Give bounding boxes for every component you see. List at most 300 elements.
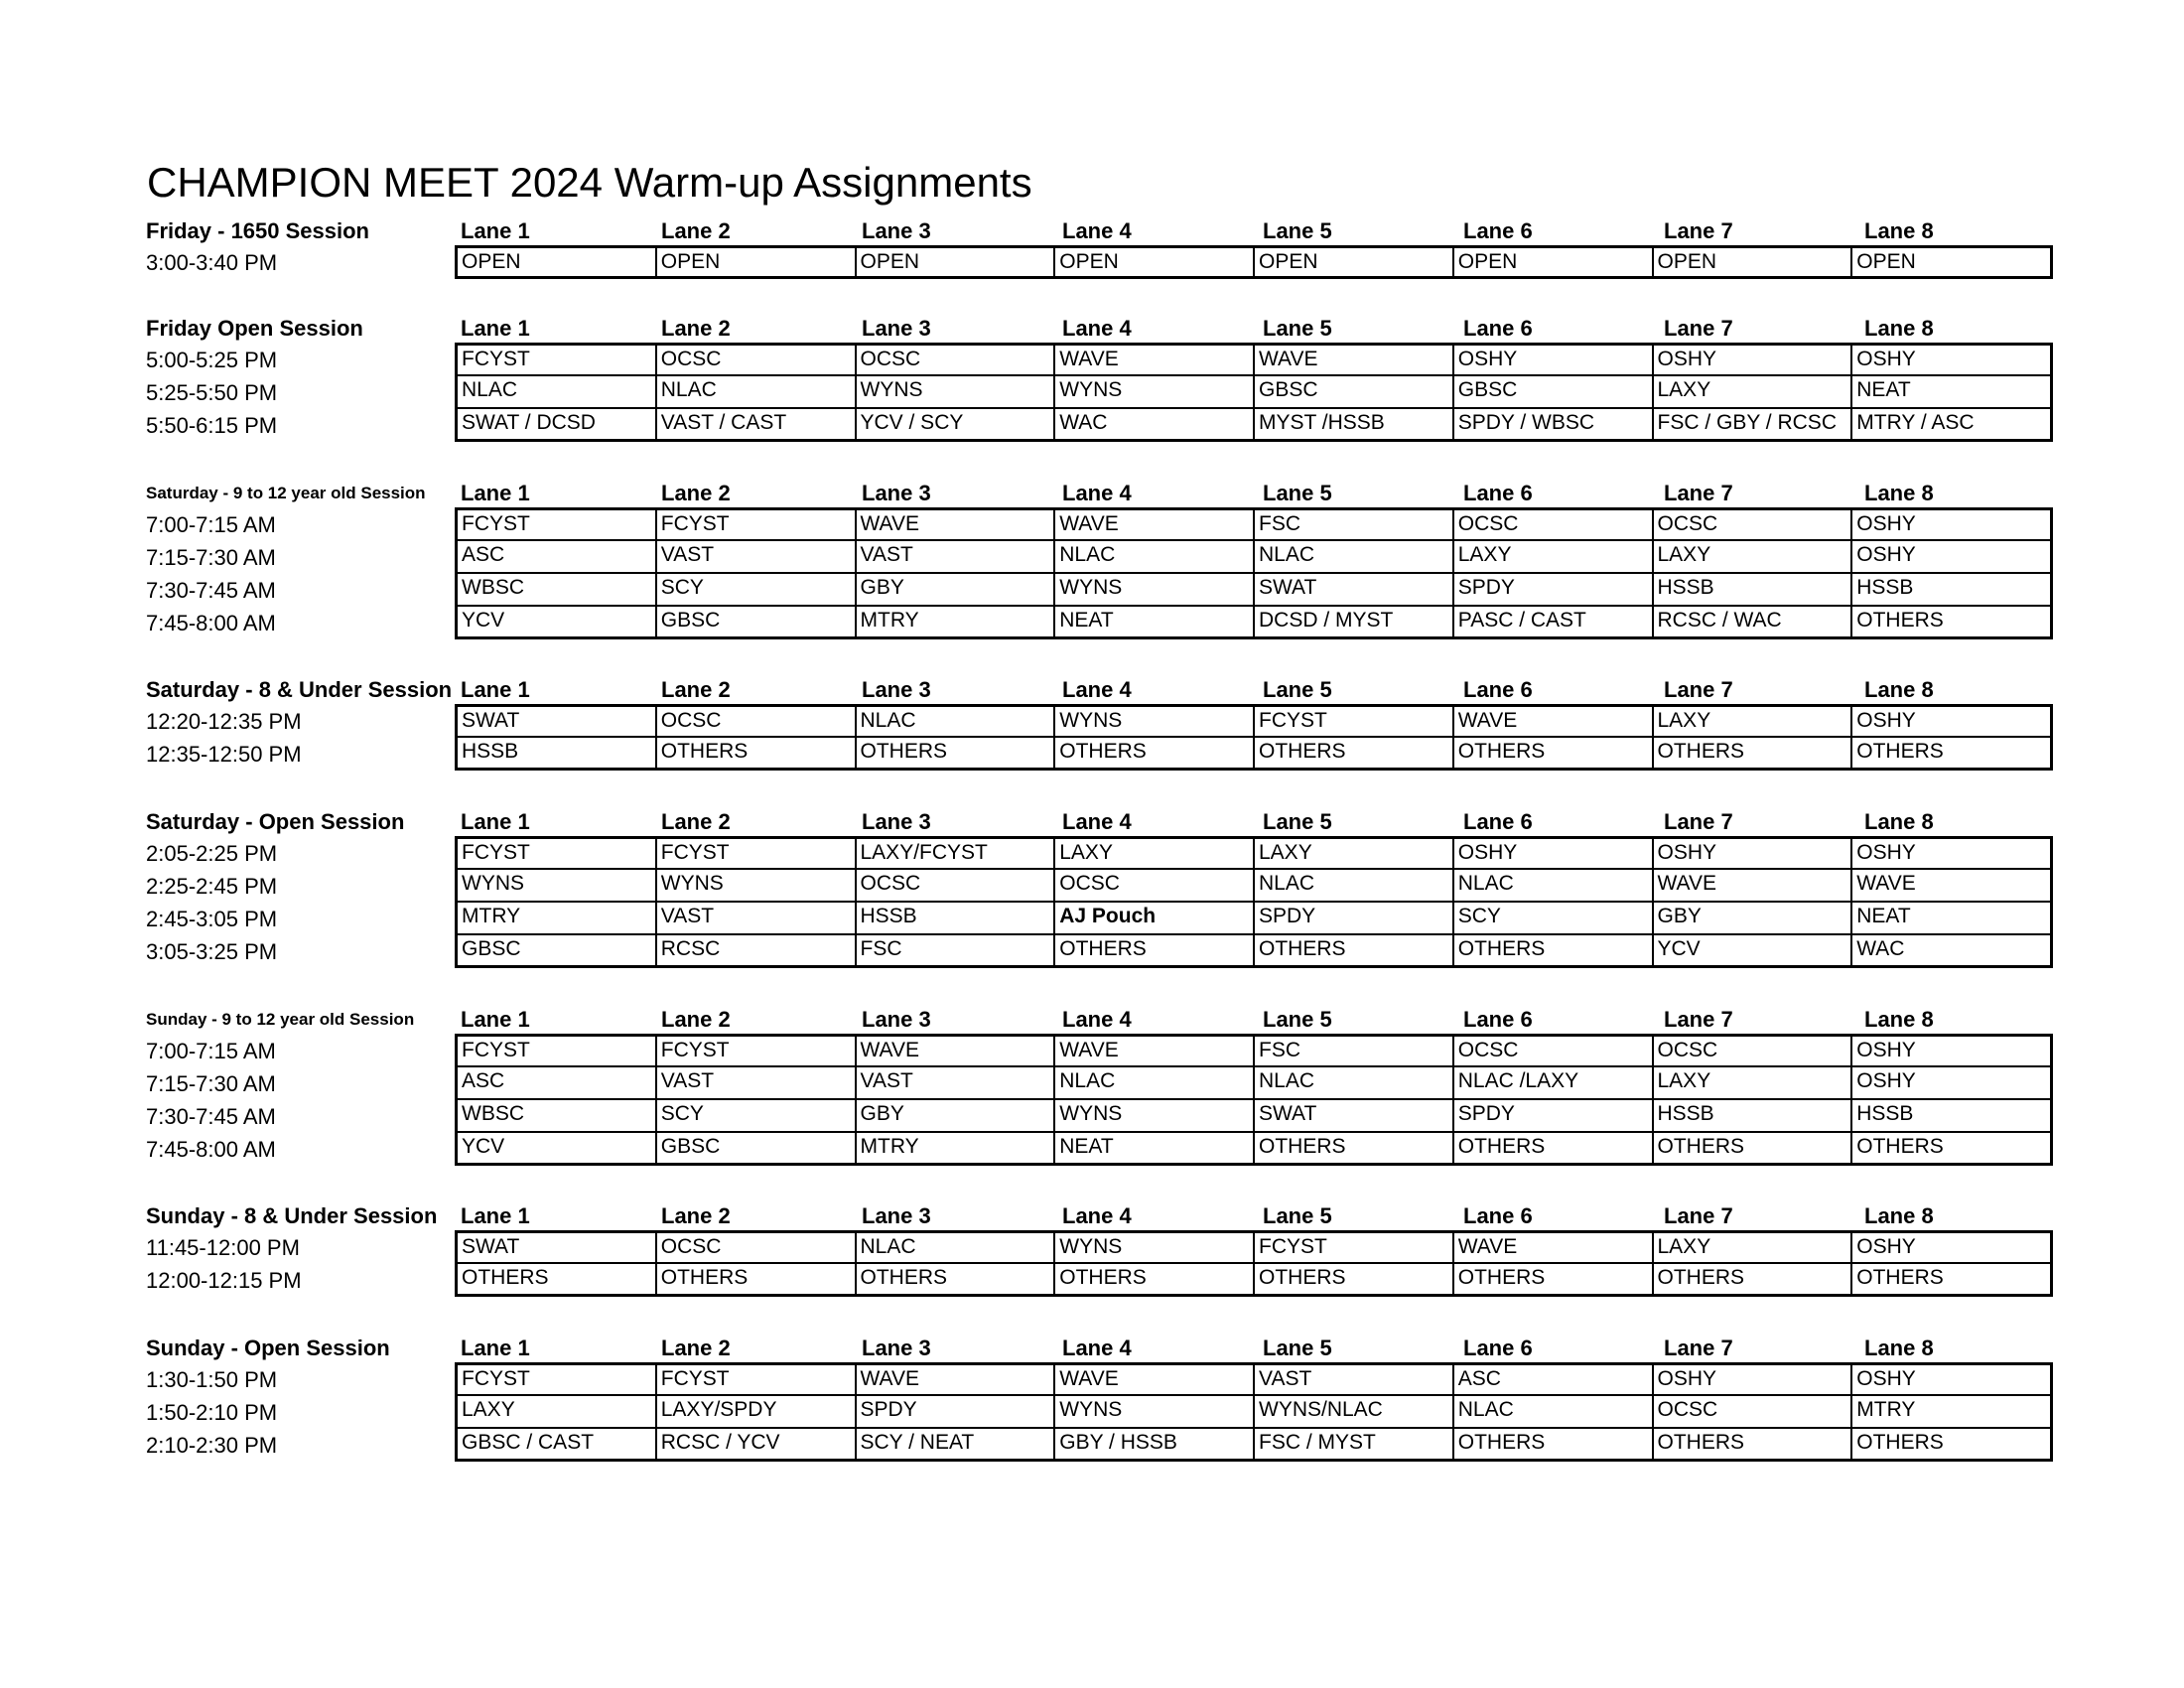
lane-header: Lane 6 bbox=[1463, 1336, 1533, 1360]
lane-cells bbox=[455, 1230, 2053, 1264]
lane-cell: VAST bbox=[657, 903, 857, 935]
lane-cell: ASC bbox=[458, 1067, 657, 1100]
lane-cells bbox=[455, 1396, 2053, 1429]
lane-cell: HSSB bbox=[1852, 574, 2050, 607]
lane-cell: WAVE bbox=[857, 1365, 1056, 1396]
lane-header: Lane 6 bbox=[1463, 218, 1533, 243]
lane-header: Lane 6 bbox=[1463, 677, 1533, 702]
lane-cell: SCY bbox=[1454, 903, 1654, 935]
lane-cell: OSHY bbox=[1852, 1067, 2050, 1100]
time-slot: 12:35-12:50 PM bbox=[146, 742, 302, 767]
lane-cells bbox=[455, 704, 2053, 738]
lane-cell: OSHY bbox=[1654, 839, 1853, 870]
lane-cell: OTHERS bbox=[657, 738, 857, 768]
lane-cell: GBY bbox=[857, 574, 1056, 607]
lane-cell: YCV / SCY bbox=[857, 409, 1056, 439]
lane-cell: OPEN bbox=[857, 248, 1056, 276]
session-title: Saturday - 8 & Under Session bbox=[146, 677, 453, 702]
lane-cell: NLAC /LAXY bbox=[1454, 1067, 1654, 1100]
session-title: Saturday - Open Session bbox=[146, 809, 405, 834]
lane-cell: NEAT bbox=[1055, 1133, 1255, 1163]
lane-cell: FCYST bbox=[458, 346, 657, 376]
lane-cell: OTHERS bbox=[1856, 609, 1944, 632]
lane-cell: MTRY bbox=[1852, 1396, 2050, 1429]
lane-cell: NLAC bbox=[1255, 870, 1454, 903]
lane-header: Lane 2 bbox=[661, 218, 731, 243]
table-row bbox=[146, 870, 2057, 903]
lane-cell: VAST bbox=[657, 1067, 857, 1100]
table-row bbox=[146, 1067, 2057, 1100]
lane-header: Lane 1 bbox=[461, 1007, 530, 1032]
lane-header: Lane 5 bbox=[1263, 218, 1332, 243]
lane-header: Lane 5 bbox=[1263, 316, 1332, 341]
lane-cell: WAVE bbox=[1852, 870, 2050, 903]
lane-cell: OCSC bbox=[857, 346, 1056, 376]
lane-cells bbox=[455, 409, 2053, 442]
lane-cell: OSHY bbox=[1852, 1233, 2050, 1264]
lane-cell: OSHY bbox=[1852, 839, 2050, 870]
lane-header: Lane 8 bbox=[1864, 316, 1934, 341]
lane-cell: OSHY bbox=[1852, 707, 2050, 738]
session-title: Sunday - Open Session bbox=[146, 1336, 390, 1360]
lane-cell: FCYST bbox=[657, 510, 857, 541]
lane-cell: OPEN bbox=[458, 248, 657, 276]
lane-cell: ASC bbox=[1454, 1365, 1654, 1396]
lane-header: Lane 3 bbox=[862, 1203, 931, 1228]
lane-header: Lane 6 bbox=[1463, 316, 1533, 341]
lane-cell: WAVE bbox=[1055, 510, 1255, 541]
lane-cell: GBSC bbox=[458, 935, 657, 965]
lane-header: Lane 4 bbox=[1062, 809, 1132, 834]
lane-cell: NLAC bbox=[1055, 1067, 1255, 1100]
session-header bbox=[146, 479, 2057, 508]
lane-cell: OSHY bbox=[1454, 346, 1654, 376]
lane-cells bbox=[455, 541, 2053, 574]
time-slot: 7:15-7:30 AM bbox=[146, 1071, 276, 1096]
lane-cell: OTHERS bbox=[1654, 1429, 1853, 1459]
lane-cell: HSSB bbox=[1852, 1100, 2050, 1133]
lane-cell: NEAT bbox=[1852, 376, 2050, 409]
lane-cell: AJ Pouch bbox=[1055, 903, 1255, 935]
lane-header: Lane 3 bbox=[862, 481, 931, 505]
time-slot: 2:25-2:45 PM bbox=[146, 874, 278, 899]
lane-cell: FSC / MYST bbox=[1255, 1429, 1454, 1459]
lane-cell: FCYST bbox=[657, 1365, 857, 1396]
lane-cell: FCYST bbox=[458, 839, 657, 870]
lane-cell: MTRY bbox=[857, 1133, 1056, 1163]
table-row bbox=[146, 1231, 2057, 1264]
lane-cell: OTHERS bbox=[657, 1264, 857, 1294]
lane-cell: YCV bbox=[458, 607, 657, 636]
lane-cell: NLAC bbox=[857, 1233, 1056, 1264]
lane-cell: WAVE bbox=[1454, 1233, 1654, 1264]
lane-cell: OTHERS bbox=[1255, 935, 1454, 965]
lane-cell: OCSC bbox=[1454, 1037, 1654, 1067]
lane-cell: OPEN bbox=[1856, 250, 1916, 273]
lane-cell: OSHY bbox=[1852, 346, 2050, 376]
lane-cell: OSHY bbox=[1654, 1365, 1853, 1396]
lane-header: Lane 7 bbox=[1664, 316, 1733, 341]
lane-cell: OSHY bbox=[1654, 346, 1853, 376]
lane-header: Lane 3 bbox=[862, 809, 931, 834]
lane-cell: WBSC bbox=[458, 1100, 657, 1133]
lane-header: Lane 8 bbox=[1864, 218, 1934, 243]
lane-header: Lane 4 bbox=[1062, 1336, 1132, 1360]
lane-cells bbox=[455, 903, 2053, 935]
lane-cell: FSC / GBY / RCSC bbox=[1654, 409, 1853, 439]
lane-cell: OPEN bbox=[1055, 248, 1255, 276]
lane-cell: GBSC bbox=[657, 607, 857, 636]
lane-cell: WYNS/NLAC bbox=[1255, 1396, 1454, 1429]
lane-cell: RCSC bbox=[657, 935, 857, 965]
lane-cell: NLAC bbox=[1454, 1396, 1654, 1429]
session-header bbox=[146, 1334, 2057, 1363]
lane-cell: OCSC bbox=[1454, 510, 1654, 541]
lane-cell: SWAT bbox=[458, 707, 657, 738]
lane-cells bbox=[455, 343, 2053, 376]
lane-cell: SCY / NEAT bbox=[857, 1429, 1056, 1459]
lane-cell: WBSC bbox=[458, 574, 657, 607]
lane-cell: WAVE bbox=[1055, 346, 1255, 376]
lane-cell: LAXY bbox=[1454, 541, 1654, 574]
lane-cells bbox=[455, 935, 2053, 968]
lane-cell: NLAC bbox=[857, 707, 1056, 738]
lane-cell: GBSC / CAST bbox=[458, 1429, 657, 1459]
lane-cell: OTHERS bbox=[1255, 738, 1454, 768]
lane-cell: VAST / CAST bbox=[657, 409, 857, 439]
lane-cell: LAXY bbox=[1654, 1233, 1853, 1264]
lane-cell: LAXY bbox=[1654, 541, 1853, 574]
table-row bbox=[146, 738, 2057, 771]
time-slot: 1:50-2:10 PM bbox=[146, 1400, 278, 1425]
lane-cells bbox=[455, 376, 2053, 409]
lane-cells bbox=[455, 1067, 2053, 1100]
lane-header: Lane 1 bbox=[461, 316, 530, 341]
lane-cell: OTHERS bbox=[1255, 1264, 1454, 1294]
lane-header: Lane 8 bbox=[1864, 1336, 1934, 1360]
table-row bbox=[146, 705, 2057, 738]
lane-cell: OTHERS bbox=[1654, 1133, 1853, 1163]
lane-header: Lane 5 bbox=[1263, 1336, 1332, 1360]
lane-cell: GBSC bbox=[1454, 376, 1654, 409]
time-slot: 5:50-6:15 PM bbox=[146, 413, 278, 438]
lane-cell: LAXY bbox=[458, 1396, 657, 1429]
time-slot: 1:30-1:50 PM bbox=[146, 1367, 278, 1392]
lane-cell: WYNS bbox=[657, 870, 857, 903]
lane-cell: SWAT / DCSD bbox=[458, 409, 657, 439]
lane-cell: WYNS bbox=[1055, 574, 1255, 607]
time-slot: 12:00-12:15 PM bbox=[146, 1268, 302, 1293]
lane-header: Lane 2 bbox=[661, 677, 731, 702]
lane-cell: VAST bbox=[857, 541, 1056, 574]
lane-cell: WAVE bbox=[1654, 870, 1853, 903]
lane-cells bbox=[455, 1034, 2053, 1067]
lane-cell: OCSC bbox=[1055, 870, 1255, 903]
lane-cell: SPDY bbox=[1255, 903, 1454, 935]
lane-cell: FSC bbox=[1255, 1037, 1454, 1067]
lane-cell: OTHERS bbox=[1856, 1266, 1944, 1289]
time-slot: 7:30-7:45 AM bbox=[146, 578, 276, 603]
lane-cell: OTHERS bbox=[1654, 1264, 1853, 1294]
lane-cell: LAXY bbox=[1654, 1067, 1853, 1100]
lane-cells bbox=[455, 574, 2053, 607]
time-slot: 11:45-12:00 PM bbox=[146, 1235, 300, 1260]
time-slot: 7:30-7:45 AM bbox=[146, 1104, 276, 1129]
lane-cell: OPEN bbox=[657, 248, 857, 276]
lane-header: Lane 3 bbox=[862, 677, 931, 702]
lane-cell: OPEN bbox=[1255, 248, 1454, 276]
lane-cell: MTRY / ASC bbox=[1856, 411, 1975, 434]
lane-header: Lane 5 bbox=[1263, 1007, 1332, 1032]
lane-header: Lane 1 bbox=[461, 677, 530, 702]
session-title: Saturday - 9 to 12 year old Session bbox=[146, 484, 426, 502]
lane-cell: HSSB bbox=[1654, 574, 1853, 607]
lane-cell: NLAC bbox=[1055, 541, 1255, 574]
lane-cell: SWAT bbox=[1255, 1100, 1454, 1133]
time-slot: 7:45-8:00 AM bbox=[146, 611, 276, 635]
lane-header: Lane 4 bbox=[1062, 1203, 1132, 1228]
lane-header: Lane 2 bbox=[661, 1007, 731, 1032]
lane-cells bbox=[455, 1264, 2053, 1297]
lane-cell: SPDY / WBSC bbox=[1454, 409, 1654, 439]
session-header bbox=[146, 1005, 2057, 1035]
lane-header: Lane 2 bbox=[661, 809, 731, 834]
lane-cell: LAXY bbox=[1654, 707, 1853, 738]
lane-cell: PASC / CAST bbox=[1454, 607, 1654, 636]
lane-cell: OCSC bbox=[1654, 1396, 1853, 1429]
time-slot: 12:20-12:35 PM bbox=[146, 709, 302, 734]
time-slot: 2:45-3:05 PM bbox=[146, 907, 278, 931]
lane-cells bbox=[455, 1133, 2053, 1166]
table-row bbox=[146, 1363, 2057, 1396]
lane-cell: OTHERS bbox=[1055, 1264, 1255, 1294]
lane-cell: VAST bbox=[1255, 1365, 1454, 1396]
lane-header: Lane 1 bbox=[461, 1203, 530, 1228]
lane-header: Lane 7 bbox=[1664, 1203, 1733, 1228]
lane-header: Lane 6 bbox=[1463, 809, 1533, 834]
table-row bbox=[146, 1396, 2057, 1429]
lane-header: Lane 1 bbox=[461, 1336, 530, 1360]
session-header bbox=[146, 1201, 2057, 1231]
lane-cell: GBY bbox=[1654, 903, 1853, 935]
lane-header: Lane 5 bbox=[1263, 1203, 1332, 1228]
lane-cell: YCV bbox=[1654, 935, 1853, 965]
lane-header: Lane 1 bbox=[461, 809, 530, 834]
table-row bbox=[146, 1264, 2057, 1297]
table-row bbox=[146, 574, 2057, 607]
session-block bbox=[146, 216, 2057, 279]
lane-cells bbox=[455, 870, 2053, 903]
table-row bbox=[146, 607, 2057, 639]
lane-cell: GBSC bbox=[1255, 376, 1454, 409]
lane-header: Lane 3 bbox=[862, 316, 931, 341]
lane-cell: LAXY bbox=[1255, 839, 1454, 870]
lane-header: Lane 1 bbox=[461, 218, 530, 243]
lane-cell: GBY / HSSB bbox=[1055, 1429, 1255, 1459]
lane-cell: RCSC / WAC bbox=[1654, 607, 1853, 636]
lane-cell: GBY bbox=[857, 1100, 1056, 1133]
lane-cell: FCYST bbox=[458, 510, 657, 541]
lane-header: Lane 4 bbox=[1062, 481, 1132, 505]
lane-cell: SCY bbox=[657, 1100, 857, 1133]
lane-header: Lane 6 bbox=[1463, 1203, 1533, 1228]
lane-cell: WAVE bbox=[1055, 1037, 1255, 1067]
lane-cells bbox=[455, 607, 2053, 639]
lane-header: Lane 8 bbox=[1864, 809, 1934, 834]
lane-cell: WAVE bbox=[1255, 346, 1454, 376]
lane-header: Lane 7 bbox=[1664, 1336, 1733, 1360]
lane-cell: OCSC bbox=[657, 1233, 857, 1264]
lane-cell: HSSB bbox=[857, 903, 1056, 935]
lane-header: Lane 1 bbox=[461, 481, 530, 505]
lane-cell: OSHY bbox=[1852, 1037, 2050, 1067]
lane-cell: OTHERS bbox=[1454, 1264, 1654, 1294]
time-slot: 5:25-5:50 PM bbox=[146, 380, 278, 405]
lane-cell: WYNS bbox=[1055, 1396, 1255, 1429]
lane-cell: SPDY bbox=[1454, 1100, 1654, 1133]
lane-cell: SWAT bbox=[1255, 574, 1454, 607]
lane-header: Lane 7 bbox=[1664, 481, 1733, 505]
time-slot: 7:00-7:15 AM bbox=[146, 512, 276, 537]
lane-header: Lane 7 bbox=[1664, 677, 1733, 702]
lane-cell: NLAC bbox=[458, 376, 657, 409]
lane-cell: OTHERS bbox=[1055, 738, 1255, 768]
lane-cell: NLAC bbox=[1255, 541, 1454, 574]
lane-cell: SCY bbox=[657, 574, 857, 607]
session-title: Sunday - 9 to 12 year old Session bbox=[146, 1010, 415, 1029]
lane-cell: WYNS bbox=[857, 376, 1056, 409]
lane-cell: MYST /HSSB bbox=[1255, 409, 1454, 439]
lane-cell: FCYST bbox=[1255, 1233, 1454, 1264]
lane-cell: HSSB bbox=[1654, 1100, 1853, 1133]
lane-cell: OCSC bbox=[657, 707, 857, 738]
lane-cell: YCV bbox=[458, 1133, 657, 1163]
lane-header: Lane 5 bbox=[1263, 677, 1332, 702]
session-block bbox=[146, 807, 2057, 968]
lane-cell: SWAT bbox=[458, 1233, 657, 1264]
lane-header: Lane 4 bbox=[1062, 677, 1132, 702]
lane-cell: WYNS bbox=[1055, 1100, 1255, 1133]
lane-cell: OCSC bbox=[1654, 510, 1853, 541]
lane-header: Lane 8 bbox=[1864, 677, 1934, 702]
lane-cell: OTHERS bbox=[1856, 740, 1944, 763]
lane-cell: SPDY bbox=[1454, 574, 1654, 607]
table-row bbox=[146, 344, 2057, 376]
lane-cell: WAVE bbox=[857, 1037, 1056, 1067]
time-slot: 3:05-3:25 PM bbox=[146, 939, 278, 964]
lane-cell: WYNS bbox=[1055, 707, 1255, 738]
lane-cell: OCSC bbox=[1654, 1037, 1853, 1067]
lane-cell: WAC bbox=[1856, 937, 1905, 960]
lane-cell: VAST bbox=[857, 1067, 1056, 1100]
lane-cells bbox=[455, 507, 2053, 541]
lane-cell: OCSC bbox=[857, 870, 1056, 903]
lane-cell: NEAT bbox=[1852, 903, 2050, 935]
lane-header: Lane 7 bbox=[1664, 1007, 1733, 1032]
lane-cell: LAXY/FCYST bbox=[857, 839, 1056, 870]
table-row bbox=[146, 376, 2057, 409]
lane-cells bbox=[455, 1429, 2053, 1462]
lane-header: Lane 3 bbox=[862, 1336, 931, 1360]
lane-header: Lane 3 bbox=[862, 218, 931, 243]
lane-cell: NLAC bbox=[1454, 870, 1654, 903]
lane-header: Lane 2 bbox=[661, 316, 731, 341]
lane-cell: LAXY/SPDY bbox=[657, 1396, 857, 1429]
lane-header: Lane 7 bbox=[1664, 218, 1733, 243]
time-slot: 5:00-5:25 PM bbox=[146, 348, 278, 372]
lane-cells bbox=[455, 836, 2053, 870]
lane-cell: NLAC bbox=[1255, 1067, 1454, 1100]
lane-cell: OCSC bbox=[657, 346, 857, 376]
session-block bbox=[146, 314, 2057, 442]
lane-cell: OSHY bbox=[1852, 510, 2050, 541]
lane-cell: FCYST bbox=[1255, 707, 1454, 738]
lane-cell: WAC bbox=[1055, 409, 1255, 439]
table-row bbox=[146, 903, 2057, 935]
lane-cell: OTHERS bbox=[1055, 935, 1255, 965]
lane-cell: DCSD / MYST bbox=[1255, 607, 1454, 636]
lane-cell: OTHERS bbox=[857, 738, 1056, 768]
session-block bbox=[146, 1005, 2057, 1166]
lane-header: Lane 6 bbox=[1463, 1007, 1533, 1032]
lane-cell: WYNS bbox=[1055, 376, 1255, 409]
lane-cell: FSC bbox=[857, 935, 1056, 965]
lane-cells bbox=[455, 738, 2053, 771]
lane-header: Lane 2 bbox=[661, 1203, 731, 1228]
time-slot: 3:00-3:40 PM bbox=[146, 250, 278, 275]
lane-header: Lane 5 bbox=[1263, 481, 1332, 505]
lane-cell: OSHY bbox=[1454, 839, 1654, 870]
time-slot: 2:05-2:25 PM bbox=[146, 841, 278, 866]
session-title: Friday - 1650 Session bbox=[146, 218, 369, 243]
lane-header: Lane 8 bbox=[1864, 481, 1934, 505]
lane-cell: RCSC / YCV bbox=[657, 1429, 857, 1459]
table-row bbox=[146, 1429, 2057, 1462]
lane-header: Lane 5 bbox=[1263, 809, 1332, 834]
lane-cell: OTHERS bbox=[1856, 1135, 1944, 1158]
session-header bbox=[146, 675, 2057, 705]
lane-cell: WAVE bbox=[1454, 707, 1654, 738]
session-block bbox=[146, 1201, 2057, 1297]
lane-cell: VAST bbox=[657, 541, 857, 574]
lane-cell: OPEN bbox=[1454, 248, 1654, 276]
lane-cell: FCYST bbox=[657, 1037, 857, 1067]
table-row bbox=[146, 409, 2057, 442]
lane-cells bbox=[455, 1362, 2053, 1396]
lane-cell: FCYST bbox=[458, 1037, 657, 1067]
lane-cell: FCYST bbox=[657, 839, 857, 870]
session-header bbox=[146, 216, 2057, 246]
session-title: Friday Open Session bbox=[146, 316, 363, 341]
time-slot: 7:00-7:15 AM bbox=[146, 1039, 276, 1063]
session-block bbox=[146, 479, 2057, 639]
session-block bbox=[146, 1334, 2057, 1462]
lane-cell: OTHERS bbox=[1454, 1133, 1654, 1163]
table-row bbox=[146, 508, 2057, 541]
page-title: CHAMPION MEET 2024 Warm-up Assignments bbox=[147, 159, 1032, 206]
lane-cell: OTHERS bbox=[1454, 935, 1654, 965]
lane-cell: FCYST bbox=[458, 1365, 657, 1396]
lane-header: Lane 6 bbox=[1463, 481, 1533, 505]
lane-cell: OTHERS bbox=[1654, 738, 1853, 768]
lane-cell: WAVE bbox=[1055, 1365, 1255, 1396]
lane-cell: HSSB bbox=[458, 738, 657, 768]
lane-cell: OSHY bbox=[1852, 1365, 2050, 1396]
session-title: Sunday - 8 & Under Session bbox=[146, 1203, 438, 1228]
lane-header: Lane 4 bbox=[1062, 1007, 1132, 1032]
lane-header: Lane 2 bbox=[661, 1336, 731, 1360]
lane-cell: MTRY bbox=[857, 607, 1056, 636]
